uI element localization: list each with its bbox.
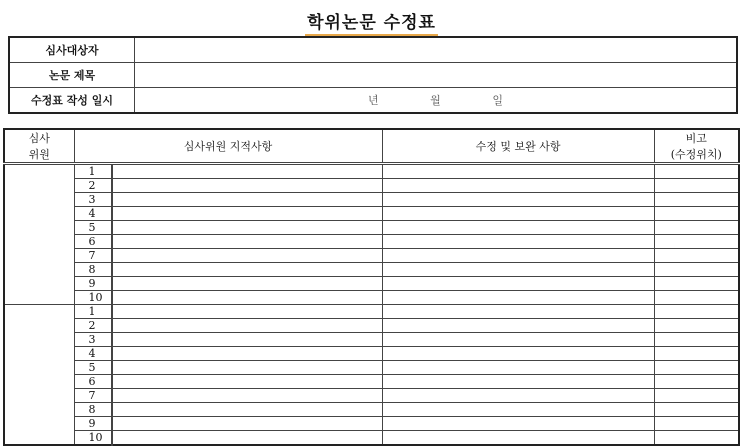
- revision-cell[interactable]: [382, 263, 654, 277]
- remark-cell[interactable]: [654, 375, 739, 389]
- row-number: 6: [74, 375, 112, 389]
- comment-cell[interactable]: [112, 305, 382, 319]
- revision-table: [3, 128, 740, 446]
- remark-cell[interactable]: [654, 417, 739, 431]
- comment-cell[interactable]: [112, 249, 382, 263]
- comment-cell[interactable]: [112, 347, 382, 361]
- revision-cell[interactable]: [382, 291, 654, 305]
- row-number: 1: [74, 305, 112, 319]
- comment-cell[interactable]: [112, 263, 382, 277]
- remark-cell[interactable]: [654, 319, 739, 333]
- revision-cell[interactable]: [382, 403, 654, 417]
- remark-cell[interactable]: [654, 221, 739, 235]
- table-row: [4, 221, 739, 235]
- table-row: [4, 207, 739, 221]
- comment-cell[interactable]: [112, 221, 382, 235]
- remark-cell[interactable]: [654, 263, 739, 277]
- table-row: [4, 291, 739, 305]
- revision-cell[interactable]: [382, 249, 654, 263]
- table-row: [4, 389, 739, 403]
- info-row-date: [9, 88, 737, 114]
- header-comments: 심사위원 지적사항: [74, 129, 382, 164]
- table-row: [4, 193, 739, 207]
- remark-cell[interactable]: [654, 277, 739, 291]
- info-label-subject: 심사대상자: [9, 37, 135, 63]
- row-number: 5: [74, 221, 112, 235]
- table-row: [4, 361, 739, 375]
- remark-cell[interactable]: [654, 207, 739, 221]
- table-row: [4, 319, 739, 333]
- remark-cell[interactable]: [654, 164, 739, 179]
- table-row: [4, 417, 739, 431]
- reviewer-cell[interactable]: [4, 305, 74, 446]
- comment-cell[interactable]: [112, 417, 382, 431]
- revision-cell[interactable]: [382, 417, 654, 431]
- comment-cell[interactable]: [112, 179, 382, 193]
- row-number: 8: [74, 263, 112, 277]
- row-number: 1: [74, 164, 112, 179]
- revision-rows: [4, 164, 739, 446]
- row-number: 3: [74, 193, 112, 207]
- table-row: [4, 347, 739, 361]
- header-remarks-line1: 비고: [685, 132, 707, 145]
- comment-cell[interactable]: [112, 361, 382, 375]
- revision-cell[interactable]: [382, 164, 654, 179]
- comment-cell[interactable]: [112, 235, 382, 249]
- info-value-subject[interactable]: [135, 37, 738, 63]
- revision-header-row: [4, 129, 739, 164]
- revision-cell[interactable]: [382, 361, 654, 375]
- revision-cell[interactable]: [382, 207, 654, 221]
- row-number: 4: [74, 207, 112, 221]
- revision-cell[interactable]: [382, 319, 654, 333]
- table-row: [4, 333, 739, 347]
- header-reviewer: [4, 129, 74, 164]
- revision-cell[interactable]: [382, 277, 654, 291]
- revision-cell[interactable]: [382, 333, 654, 347]
- remark-cell[interactable]: [654, 179, 739, 193]
- info-table: [8, 36, 738, 114]
- comment-cell[interactable]: [112, 375, 382, 389]
- comment-cell[interactable]: [112, 207, 382, 221]
- info-value-thesis-title[interactable]: [135, 63, 738, 88]
- row-number: 2: [74, 319, 112, 333]
- comment-cell[interactable]: [112, 389, 382, 403]
- page-title-text: 학위논문 수정표: [305, 8, 438, 36]
- remark-cell[interactable]: [654, 291, 739, 305]
- table-row: [4, 403, 739, 417]
- header-remarks-line2: (수정위치): [670, 148, 722, 161]
- page-title: [0, 8, 743, 36]
- revision-cell[interactable]: [382, 305, 654, 319]
- table-row: [4, 277, 739, 291]
- remark-cell[interactable]: [654, 193, 739, 207]
- row-number: 6: [74, 235, 112, 249]
- comment-cell[interactable]: [112, 319, 382, 333]
- table-row: [4, 375, 739, 389]
- date-month: 월: [430, 94, 441, 107]
- date-day: 일: [492, 94, 503, 107]
- header-reviewer-line2: 위원: [28, 148, 50, 161]
- comment-cell[interactable]: [112, 291, 382, 305]
- info-value-date[interactable]: [135, 88, 738, 114]
- comment-cell[interactable]: [112, 193, 382, 207]
- row-number: 9: [74, 417, 112, 431]
- row-number: 5: [74, 361, 112, 375]
- remark-cell[interactable]: [654, 235, 739, 249]
- remark-cell[interactable]: [654, 361, 739, 375]
- header-reviewer-line1: 심사: [28, 132, 50, 145]
- row-number: 2: [74, 179, 112, 193]
- revision-cell[interactable]: [382, 347, 654, 361]
- revision-cell[interactable]: [382, 193, 654, 207]
- table-row: [4, 235, 739, 249]
- row-number: 3: [74, 333, 112, 347]
- row-number: 10: [74, 431, 112, 446]
- header-revisions: 수정 및 보완 사항: [382, 129, 654, 164]
- row-number: 4: [74, 347, 112, 361]
- table-row: [4, 263, 739, 277]
- comment-cell[interactable]: [112, 333, 382, 347]
- info-label-thesis-title: 논문 제목: [9, 63, 135, 88]
- table-row: [4, 249, 739, 263]
- remark-cell[interactable]: [654, 347, 739, 361]
- row-number: 9: [74, 277, 112, 291]
- table-row: [4, 164, 739, 179]
- table-row: [4, 179, 739, 193]
- comment-cell[interactable]: [112, 277, 382, 291]
- info-row-thesis-title: [9, 63, 737, 88]
- remark-cell[interactable]: [654, 389, 739, 403]
- row-number: 8: [74, 403, 112, 417]
- row-number: 7: [74, 249, 112, 263]
- revision-cell[interactable]: [382, 235, 654, 249]
- revision-cell[interactable]: [382, 179, 654, 193]
- remark-cell[interactable]: [654, 305, 739, 319]
- revision-cell[interactable]: [382, 389, 654, 403]
- remark-cell[interactable]: [654, 333, 739, 347]
- remark-cell[interactable]: [654, 403, 739, 417]
- row-number: 10: [74, 291, 112, 305]
- revision-cell[interactable]: [382, 221, 654, 235]
- revision-cell[interactable]: [382, 375, 654, 389]
- info-label-date: 수정표 작성 일시: [9, 88, 135, 114]
- remark-cell[interactable]: [654, 249, 739, 263]
- reviewer-cell[interactable]: [4, 164, 74, 305]
- date-year: 년: [368, 94, 379, 107]
- header-remarks: [654, 129, 739, 164]
- info-row-subject: [9, 37, 737, 63]
- comment-cell[interactable]: [112, 403, 382, 417]
- row-number: 7: [74, 389, 112, 403]
- table-row: [4, 305, 739, 319]
- comment-cell[interactable]: [112, 164, 382, 179]
